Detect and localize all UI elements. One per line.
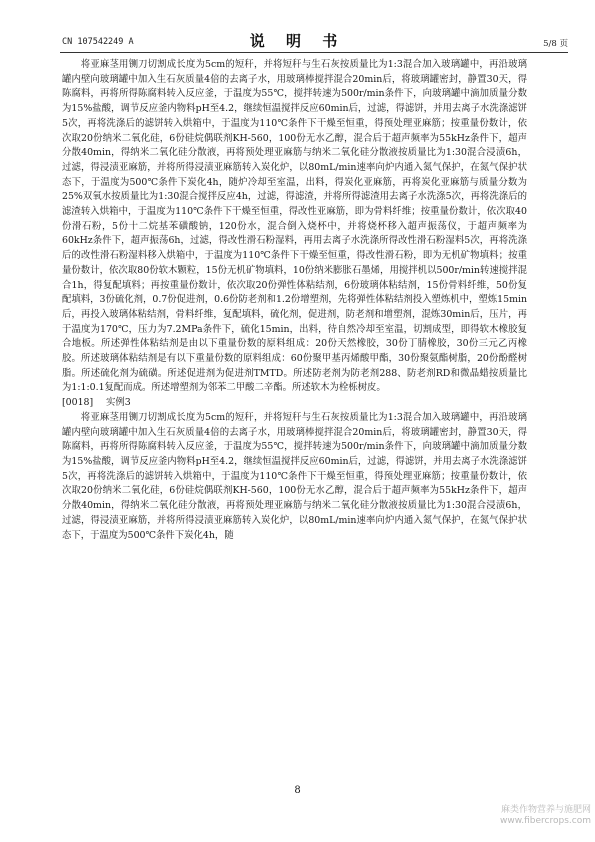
page-indicator: 5/8 页 — [543, 39, 568, 49]
document-title: 说 明 书 — [249, 32, 346, 50]
watermark — [500, 805, 591, 827]
page-number: 8 — [294, 785, 301, 796]
patent-number: CN 107542249 A — [62, 37, 134, 47]
header-divider — [60, 52, 568, 53]
watermark-url: www.fibercrops.com — [500, 816, 591, 826]
paragraph-number: [0018] — [62, 397, 94, 409]
paragraph-example-3: 将亚麻茎用铡刀切割成长度为5cm的短秆，并将短秆与生石灰按质量比为1:3混合加入玻璃罐中，再沿玻璃罐内壁向玻璃罐中加入生石灰质量4倍的去离子水，用玻璃棒搅拌混合20min后，将玻璃罐密封，静置30天，得陈腐料，再将所得陈腐料转入反应釜，于温度为55℃，搅拌转速为500r/min条件下，向玻璃罐中滴加质量分数为15%盐酸，调节反应釜内物料pH至4.2，继续恒温搅拌反应60min后，过滤，得滤饼，并用去离子水洗涤滤饼5次，再将洗涤后的滤饼转入烘箱中，于温度为110℃条件下干燥至恒重，得预处理亚麻筋；按重量份数计，依次取20份纳米二氧化硅，6份硅烷偶联剂KH-560，100份无水乙醇，混合后于超声频率为55kHz条件下，超声分散40min，得纳米二氧化硅分散液，再将预处理亚麻筋与纳米二氧化硅分散液按质量比为1:30混合浸渍6h，过滤，得浸渍亚麻筋，并将所得浸渍亚麻筋转入炭化炉，以80mL/min速率向炉内通入氮气保护，在氮气保护状态下，于温度为500℃条件下炭化4h，随 — [62, 411, 527, 541]
example-heading: 实例3 — [106, 397, 131, 409]
document-body — [62, 58, 527, 543]
example-heading-row — [62, 396, 527, 411]
paragraph-example-2-continued: 将亚麻茎用铡刀切割成长度为5cm的短秆，并将短秆与生石灰按质量比为1:3混合加入玻璃罐中，再沿玻璃罐内壁向玻璃罐中加入生石灰质量4倍的去离子水，用玻璃棒搅拌混合20min后，将玻璃罐密封，静置30天，得陈腐料，再将所得陈腐料转入反应釜，于温度为55℃，搅拌转速为500r/min条件下，向玻璃罐中滴加质量分数为15%盐酸，调节反应釜内物料pH至4.2，继续恒温搅拌反应60min后，过滤，得滤饼，并用去离子水洗涤滤饼5次，再将洗涤后的滤饼转入烘箱中，于温度为110℃条件下干燥至恒重，得预处理亚麻筋；按重量份数计，依次取20份纳米二氧化硅，6份硅烷偶联剂KH-560，100份无水乙醇，混合后于超声频率为55kHz条件下，超声分散40min，得纳米二氧化硅分散液，再将预处理亚麻筋与纳米二氧化硅分散液按质量比为1:30混合浸渍6h，过滤，得浸渍亚麻筋，并将所得浸渍亚麻筋转入炭化炉，以80mL/min速率向炉内通入氮气保护，在氮气保护状态下，于温度为500℃条件下炭化4h，随炉冷却至室温，出料，得炭化亚麻筋，再将炭化亚麻筋与质量分数为25%双氧水按质量比为1:30混合搅拌反应4h，过滤，得滤渣，并将所得滤渣用去离子水洗涤5次，再将洗涤后的滤渣转入烘箱中，于温度为110℃条件下干燥至恒重，得改性亚麻筋，即为骨料纤维；按重量份数计，依次取40份滑石粉，5份十二烷基苯磺酸钠，120份水，混合倒入烧杯中，并将烧杯移入超声振荡仪，于超声频率为60kHz条件下，超声振荡6h，过滤，得改性滑石粉湿料，再用去离子水洗涤所得改性滑石粉湿料5次，再将洗涤后的改性滑石粉湿料移入烘箱中，于温度为110℃条件下干燥至恒重，得改性滑石粉，即为无机矿物填料；按重量份数计，依次取80份软木颗粒，15份无机矿物填料，10份纳米膨胀石墨烯，用搅拌机以500r/min转速搅拌混合1h，得复配填料；再按重量份数计，依次取20份弹性体粘结剂，6份玻璃体粘结剂，15份骨料纤维，50份复配填料，3份硫化剂，0.7份促进剂，0.6份防老剂和1.2份增塑剂，先将弹性体粘结剂投入塑炼机中，塑炼15min后，再投入玻璃体粘结剂，骨料纤维，复配填料，硫化剂，促进剂，防老剂和增塑剂，混炼30min后，压片，再于温度为170℃，压力为7.2MPa条件下，硫化15min，出料，待自然冷却至室温，切割成型，即得软木橡胶复合地板。所述弹性体粘结剂是由以下重量份数的原料组成：20份天然橡胶，30份丁腈橡胶，30份三元乙丙橡胶。所述玻璃体粘结剂是有以下重量份数的原料组成：60份聚甲基丙烯酸甲酯，30份聚氨酯树脂，20份酚醛树脂。所述硫化剂为硫磺。所述促进剂为促进剂TMTD。所述防老剂为防老剂288、防老剂RD和微晶蜡按质量比为1:1:0.1复配而成。所述增塑剂为邻苯二甲酸二辛酯。所述软木为栓栎树皮。 — [62, 59, 527, 394]
watermark-site-name: 麻类作物营养与施肥网 — [500, 805, 591, 815]
